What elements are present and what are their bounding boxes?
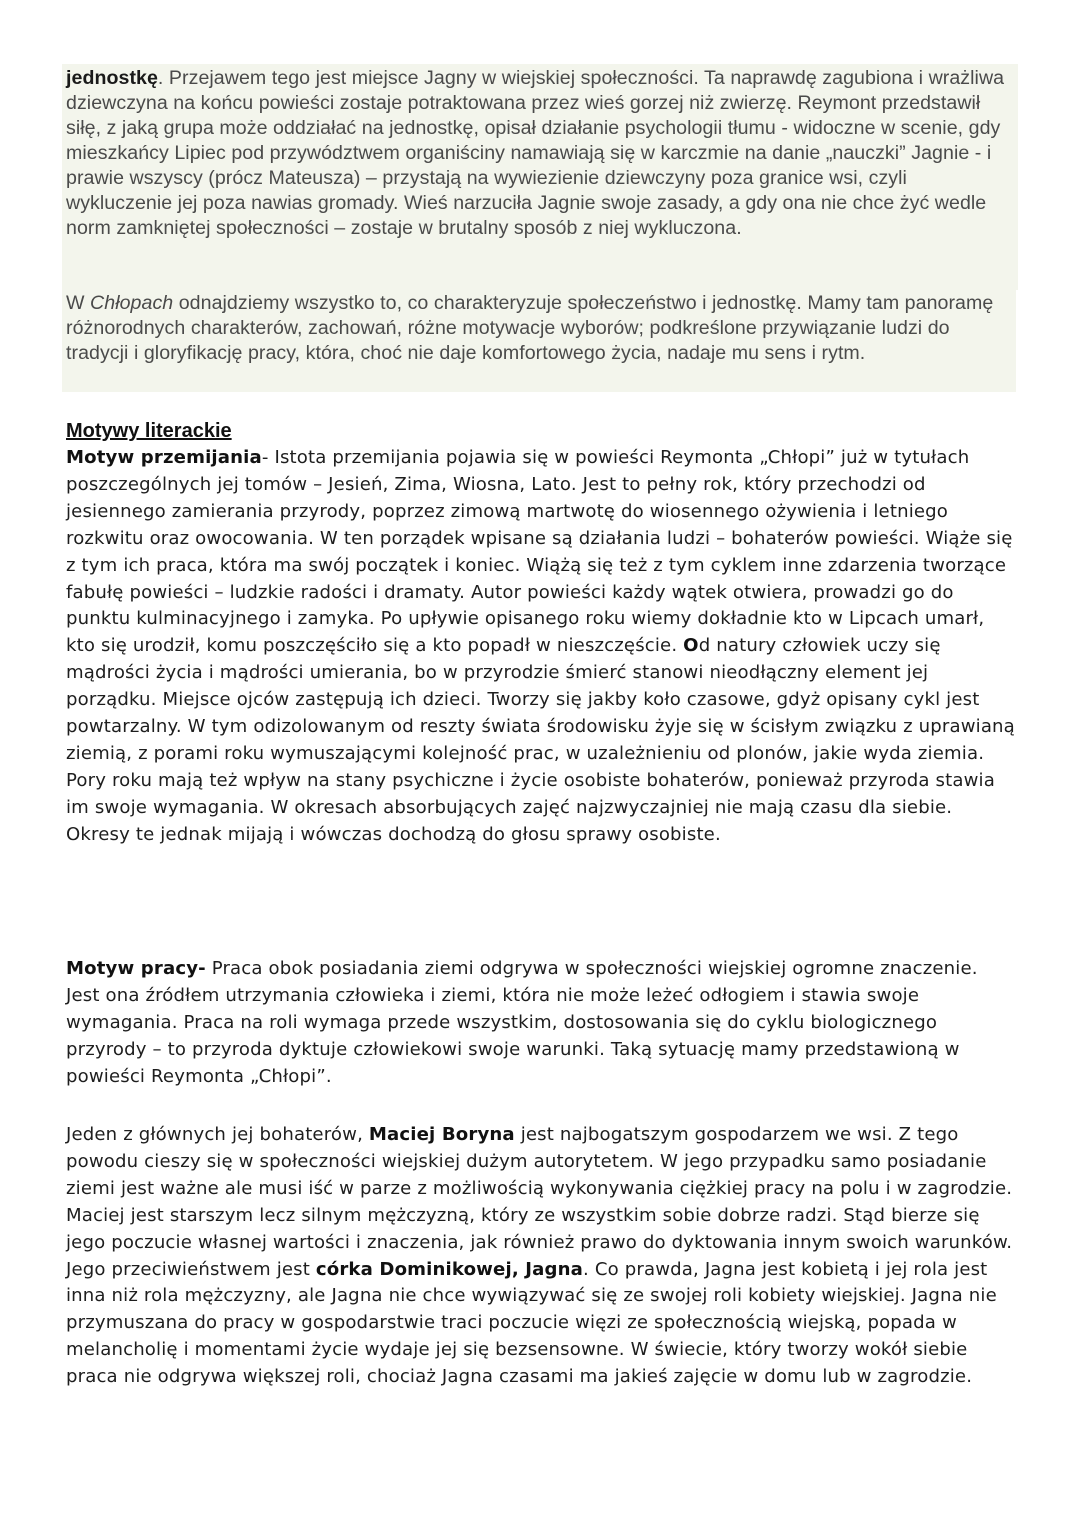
paragraph-text: . Przejawem tego jest miejsce Jagny w wiejskiej społeczności. Ta naprawdę zagubiona i wrażliwa dziewczyna na końcu powieści zostaje potraktowana przez wieś gorzej niż zwierzę. Reymont przedstawił siłę, z jaką grupa może oddziałać na jednostkę, opisał działanie psychologii tłumu - widoczne w scenie, gdy mieszkańcy Lipiec pod przywództwem organiściny namawiają się w karczmie na danie „nauczki” Jagnie - i prawie wszyscy (prócz Mateusza) – przystają na wywiezienie dziewczyny poza granice wsi, czyli wykluczenie jej poza nawias gromady. Wieś narzuciła Jagnie swoje zasady, a gdy ona nie chce żyć wedle norm zamkniętej społeczności – zostaje w brutalny sposób z niej wykluczona.: [66, 67, 1005, 239]
paragraph-text: - Istota przemijania pojawia się w powieści Reymonta „Chłopi” już w tytułach poszczególnych jej tomów – Jesień, Zima, Wiosna, Lato. Jest to pełny rok, który przechodzi od jesiennego zamierania przyrody, poprzez zimową martwotę do wiosennego ożywienia i letniego rozkwitu oraz owocowania. W ten porządek wpisane są działania ludzi – bohaterów powieści. Wiąże się z tym ich praca, która ma swój początek i koniec. Wiążą się też z tym cyklem inne zdarzenia tworzące fabułę powieści – ludzkie radości i dramaty. Autor powieści każdy wątek otwiera, prowadzi go do punktu kulminacyjnego i zamyka. Po upływie opisanego roku wiemy dokładnie kto w Lipcach umarł, kto się urodził, komu poszczęściło się a kto popadł w nieszczęście.: [66, 447, 1013, 657]
paragraph-chlopi: [66, 291, 1016, 366]
paragraph-text: . Co prawda, Jagna jest kobietą i jej rola jest inna niż rola mężczyzny, ale Jagna nie chce wywiązywać się ze swojej roli kobiety wiejskiej. Jagna nie przymuszana do pracy w gospodarstwie traci poczucie więzi ze społecznością wiejską, popada w melancholię i momentami życie wydaje jej się bezsensowne. W świecie, który tworzy wokół siebie praca nie odgrywa większej roli, chociaż Jagna czasami ma jakieś zajęcie w domu lub w zagrodzie.: [66, 1258, 997, 1388]
bold-term: jednostkę: [66, 67, 158, 89]
motif-label: Motyw pracy-: [66, 958, 206, 979]
paragraph-motyw-pracy: [66, 956, 1016, 1091]
paragraph-text: odnajdziemy wszystko to, co charakteryzuje społeczeństwo i jednostkę. Mamy tam panoramę różnorodnych charakterów, zachowań, różne motywacje wyborów; podkreślone przywiązanie ludzi do tradycji i gloryfikację pracy, która, choć nie daje komfortowego życia, nadaje mu sens i rytm.: [66, 292, 994, 364]
paragraph-motyw-przemijania: [66, 445, 1016, 849]
paragraph-boryna: [66, 1122, 1016, 1391]
bold-letter: O: [683, 635, 699, 657]
character-name: Maciej Boryna: [368, 1124, 515, 1145]
paragraph-text: W: [66, 292, 91, 314]
paragraph-text: Jego przeciwieństwem jest: [66, 1258, 316, 1280]
book-title: Chłopach: [90, 292, 174, 314]
paragraph-text: jest najbogatszym gospodarzem we wsi. Z tego powodu cieszy się w społeczności wiejskiej dużym autorytetem. W jego przypadku samo posiadanie ziemi jest ważne ale musi iść w parze z możliwością wykonywania ciężkiej pracy na polu i w zagrodzie. Maciej jest starszym lecz silnym mężczyzną, który ze wszystkim sobie dobrze radzi. Stąd bierze się jego poczucie własnej wartości i znaczenia, jak również prawo do dyktowania innym swoich warunków.: [66, 1124, 1013, 1253]
character-name: córka Dominikowej, Jagna: [315, 1258, 584, 1280]
paragraph-text: Jeden z głównych jej bohaterów,: [66, 1124, 369, 1145]
paragraph-text: Praca obok posiadania ziemi odgrywa w społeczności wiejskiej ogromne znaczenie. Jest ona źródłem utrzymania człowieka i ziemi, która nie może leżeć odłogiem i stawia swoje wymagania. Praca na roli wymaga przede wszystkim, dostosowania się do cyklu biologicznego przyrody – to przyroda dyktuje człowiekowi swoje warunki. Taką sytuację mamy przedstawioną w powieści Reymonta „Chłopi”.: [66, 958, 978, 1087]
motif-label: Motyw przemijania: [66, 447, 262, 468]
paragraph-jednostka: [66, 66, 1016, 241]
paragraph-text: d natury człowiek uczy się mądrości życia i mądrości umierania, bo w przyrodzie śmierć stanowi nieodłączny element jej porządku. Miejsce ojców zastępują ich dzieci. Tworzy się jakby koło czasowe, gdyż opisany cykl jest powtarzalny. W tym odizolowanym od reszty świata środowisku żyje się w ścisłym związku z uprawianą ziemią, z porami roku wymuszającymi kolejność prac, w uzależnieniu od plonów, jakie wyda ziemia.: [66, 635, 1015, 764]
paragraph-text: Pory roku mają też wpływ na stany psychiczne i życie osobiste bohaterów, ponieważ przyroda stawia im swoje wymagania. W okresach absorbujących zajęć najzwyczajniej nie mają czasu dla siebie. Okresy te jednak mijają i wówczas dochodzą do głosu sprawy osobiste.: [66, 769, 995, 845]
section-heading: Motywy literackie: [66, 420, 232, 442]
